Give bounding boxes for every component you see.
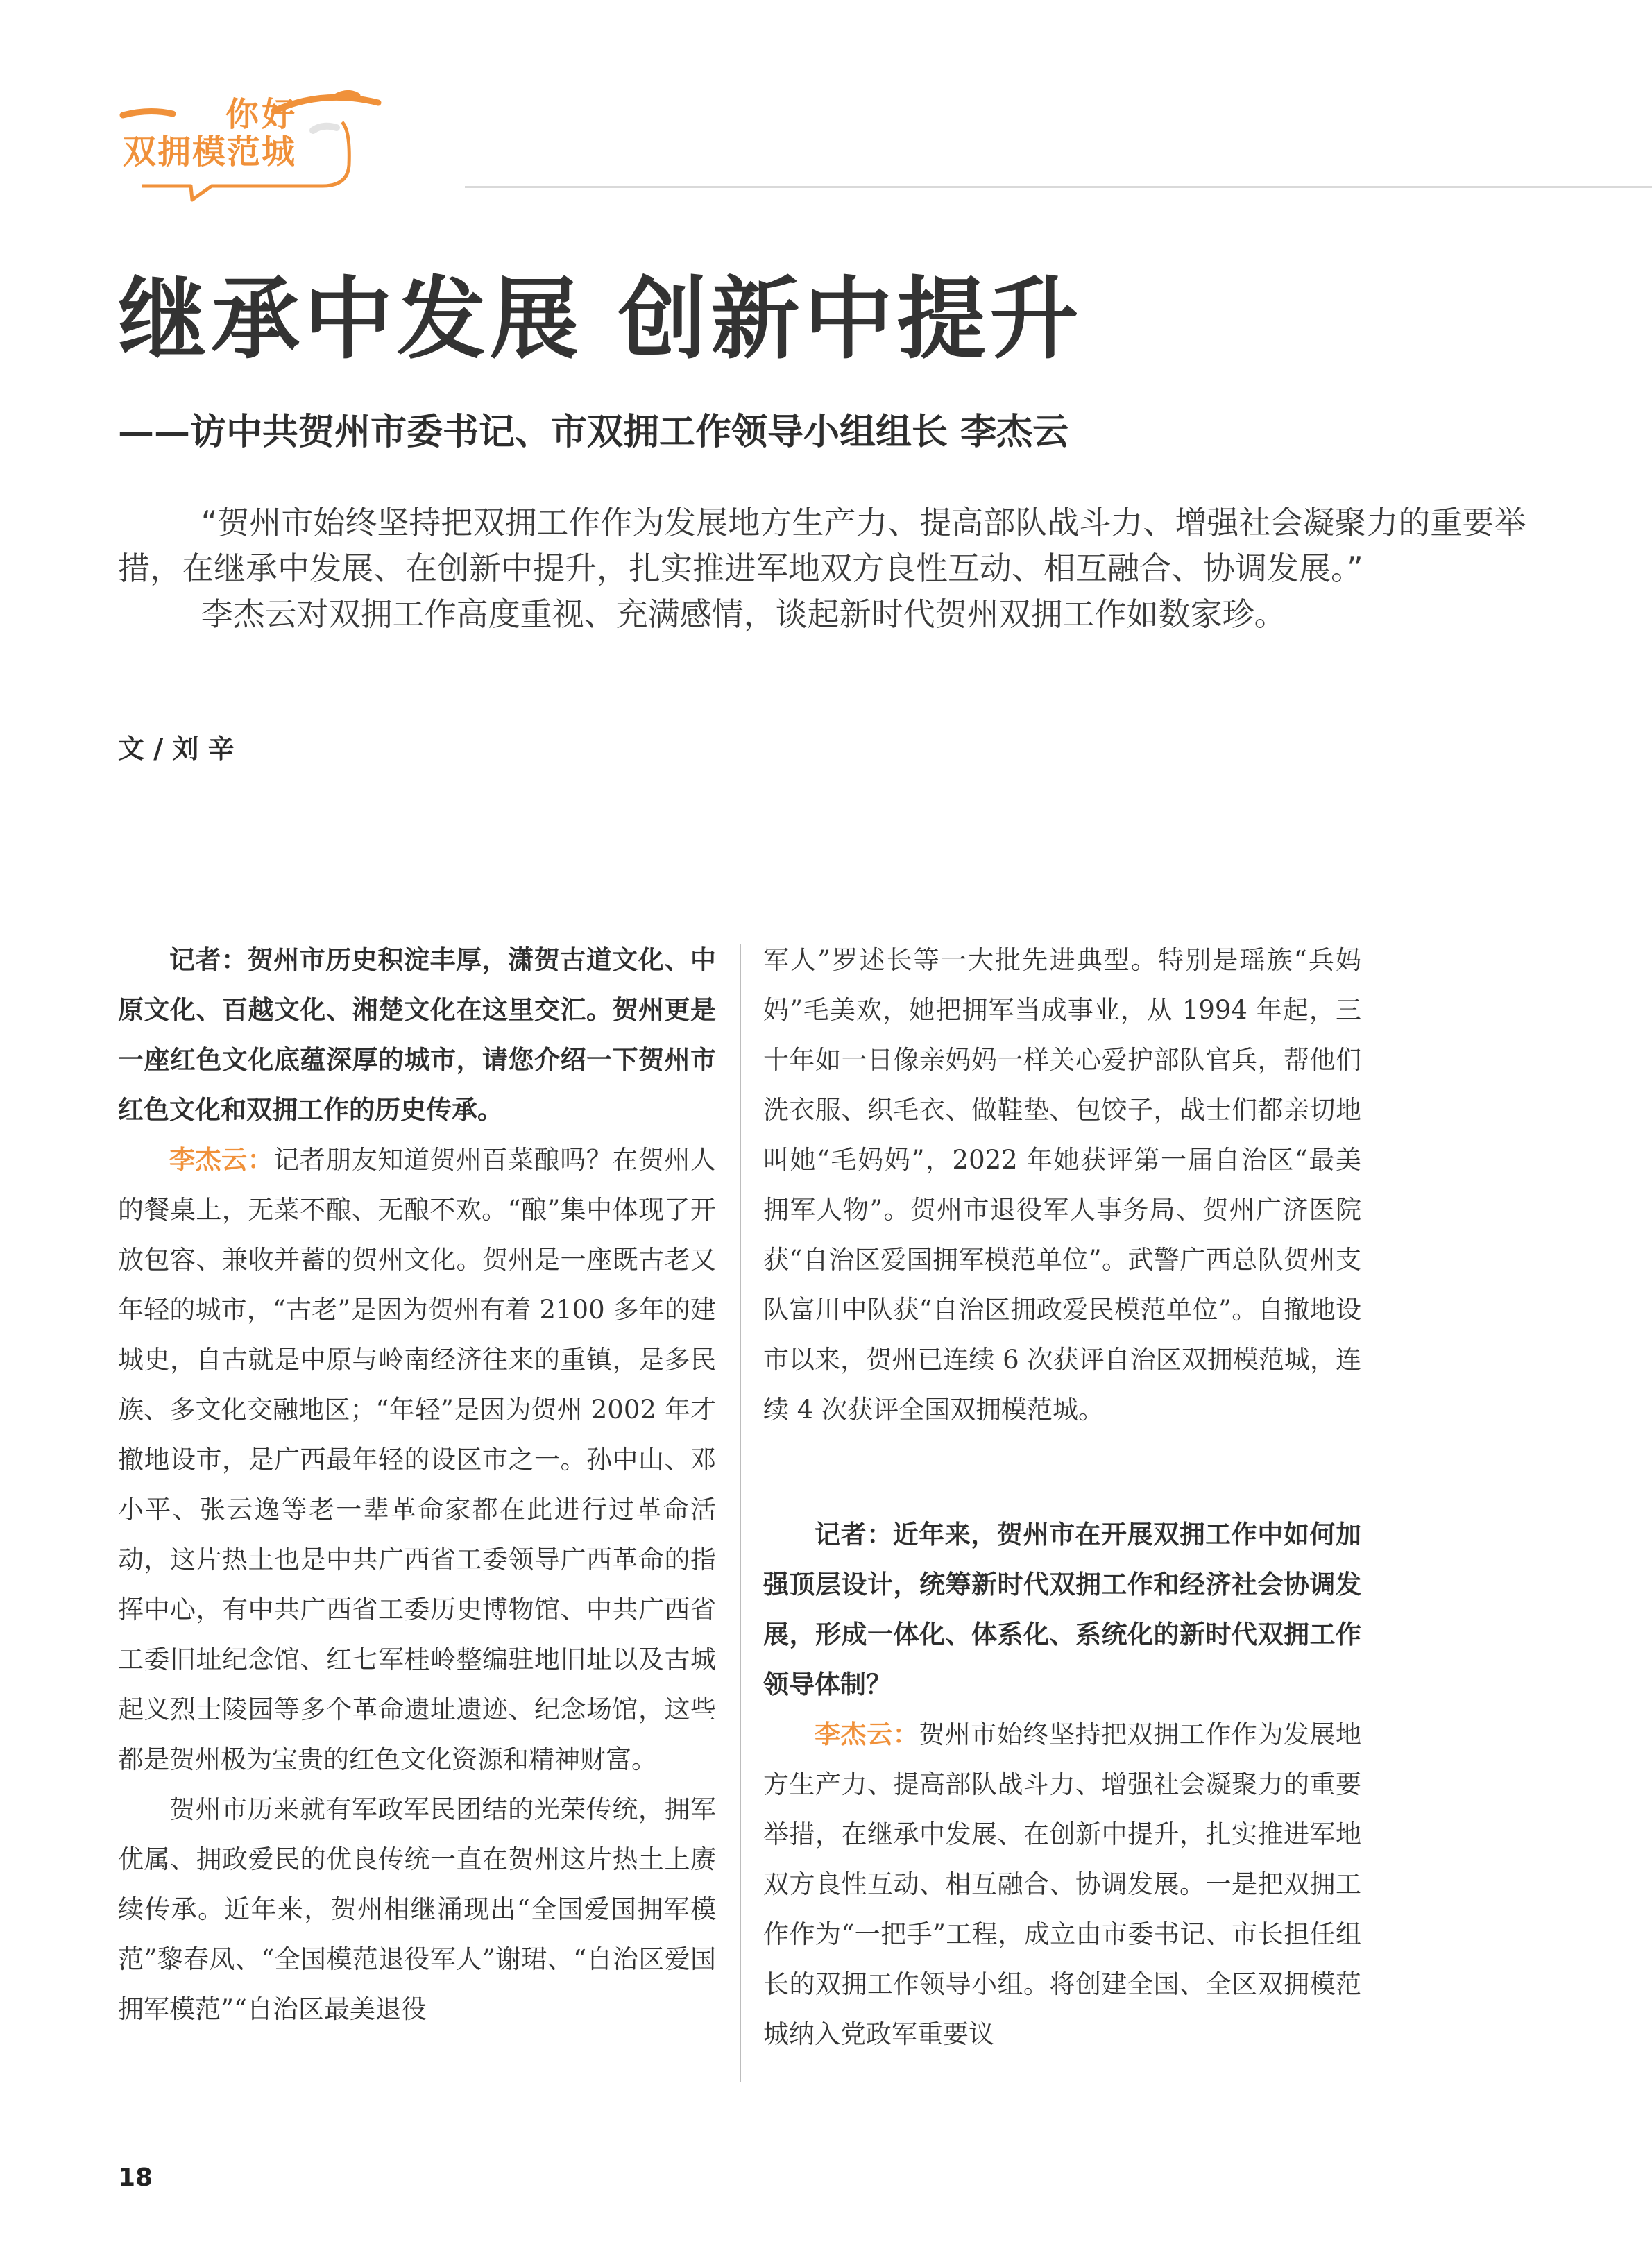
section-label-top: 你好 [225,95,298,134]
article-lead [118,500,1533,637]
byline: 文 / 刘 辛 [118,733,235,764]
paragraph-gap [763,1435,1361,1510]
column-divider [740,944,741,2082]
body-column-left [118,935,716,2035]
question-paragraph [763,1510,1361,1710]
question-paragraph [118,935,716,1135]
body-paragraph: 贺州市历来就有军政军民团结的光荣传统，拥军优属、拥政爱民的优良传统一直在贺州这片热土上赓续传承。近年来，贺州相继涌现出“全国爱国拥军模范”黎春凤、“全国模范退役军人”谢珺、“自治区爱国拥军模范”“自治区最美退役 [118,1794,716,2024]
question-text: 近年来，贺州市在开展双拥工作中如何加强顶层设计，统筹新时代双拥工作和经济社会协调发展，形成一体化、体系化、系统化的新时代双拥工作领导体制？ [763,1520,1362,1699]
question-speaker: 记者： [815,1520,893,1549]
answer-paragraph [118,1135,716,1785]
header-rule [465,186,1652,188]
answer-speaker: 李杰云： [169,1145,274,1175]
answer-text: 记者朋友知道贺州百菜酿吗？在贺州人的餐桌上，无菜不酿、无酿不欢。“酿”集中体现了开放包容、兼收并蓄的贺州文化。贺州是一座既古老又年轻的城市，“古老”是因为贺州有着 2100 多年的建城史，自古就是中原与岭南经济往来的重镇，是多民族、多文化交融地区；“年轻”是因为贺州 2002 年才撤地设市，是广西最年轻的设区市之一。孙中山、邓小平、张云逸等老一辈革命家都在此进行过革命活动，这片热土也是中共广西省工委领导广西革命的指挥中心，有中共广西省工委历史博物馆、中共广西省工委旧址纪念馆、红七军桂岭整编驻地旧址以及古城起义烈士陵园等多个革命遗址遗迹、纪念场馆，这些都是贺州极为宝贵的红色文化资源和精神财富。 [118,1145,717,1774]
answer-paragraph [763,1710,1361,2060]
section-badge [114,82,385,207]
article-title: 继承中发展 创新中提升 [118,267,1083,371]
lead-quote: “贺州市始终坚持把双拥工作作为发展地方生产力、提高部队战斗力、增强社会凝聚力的重要举措，在继承中发展、在创新中提升，扎实推进军地双方良性互动、相互融合、协调发展。” [118,504,1526,587]
page-number: 18 [118,2164,153,2192]
question-speaker: 记者： [169,945,248,975]
body-paragraph-continued: 军人”罗述长等一大批先进典型。特别是瑶族“兵妈妈”毛美欢，她把拥军当成事业，从 1994 年起，三十年如一日像亲妈妈一样关心爱护部队官兵，帮他们洗衣服、织毛衣、做鞋垫、包饺子，战士们都亲切地叫她“毛妈妈”，2022 年她获评第一届自治区“最美拥军人物”。贺州市退役军人事务局、贺州广济医院获“自治区爱国拥军模范单位”。武警广西总队贺州支队富川中队获“自治区拥政爱民模范单位”。自撤地设市以来，贺州已连续 6 次获评自治区双拥模范城，连续 4 次获评全国双拥模范城。 [763,945,1361,1425]
answer-speaker: 李杰云： [815,1719,919,1749]
body-column-right [763,935,1361,2060]
question-text: 贺州市历史积淀丰厚，潇贺古道文化、中原文化、百越文化、湘楚文化在这里交汇。贺州更是一座红色文化底蕴深厚的城市，请您介绍一下贺州市红色文化和双拥工作的历史传承。 [118,945,717,1125]
article-subtitle: ——访中共贺州市委书记、市双拥工作领导小组组长 李杰云 [118,411,1069,453]
lead-intro: 李杰云对双拥工作高度重视、充满感情，谈起新时代贺州双拥工作如数家珍。 [201,595,1286,633]
section-label-main: 双拥模范城 [123,133,297,171]
answer-text: 贺州市始终坚持把双拥工作作为发展地方生产力、提高部队战斗力、增强社会凝聚力的重要举措，在继承中发展、在创新中提升，扎实推进军地双方良性互动、相互融合、协调发展。一是把双拥工作作为“一把手”工程，成立由市委书记、市长担任组长的双拥工作领导小组。将创建全国、全区双拥模范城纳入党政军重要议 [763,1719,1362,2049]
